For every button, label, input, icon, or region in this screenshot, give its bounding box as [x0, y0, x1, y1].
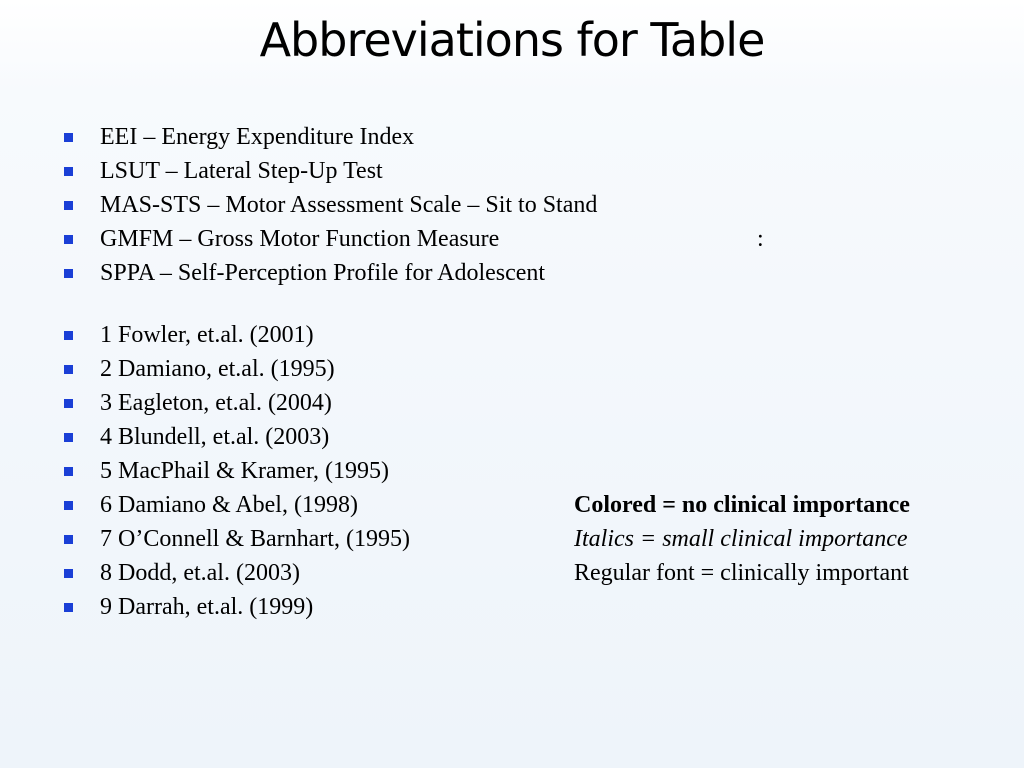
legend-italics-word: Italics — [574, 526, 634, 552]
square-bullet-icon — [64, 269, 73, 278]
abbreviation-gmfm: GMFM – Gross Motor Function Measure — [100, 226, 500, 252]
legend-italics-rest: = small clinical importance — [634, 526, 908, 552]
slide-title: Abbreviations for Table — [259, 13, 765, 67]
legend-regular: Regular font = clinically important — [574, 560, 909, 586]
square-bullet-icon — [64, 603, 73, 612]
square-bullet-icon — [64, 235, 73, 244]
reference-1: 1 Fowler, et.al. (2001) — [100, 322, 314, 348]
square-bullet-icon — [64, 365, 73, 374]
square-bullet-icon — [64, 433, 73, 442]
square-bullet-icon — [64, 467, 73, 476]
square-bullet-icon — [64, 331, 73, 340]
reference-6: 6 Damiano & Abel, (1998) — [100, 492, 358, 518]
reference-5: 5 MacPhail & Kramer, (1995) — [100, 458, 389, 484]
reference-2: 2 Damiano, et.al. (1995) — [100, 356, 335, 382]
reference-3: 3 Eagleton, et.al. (2004) — [100, 390, 332, 416]
reference-8: 8 Dodd, et.al. (2003) — [100, 560, 300, 586]
square-bullet-icon — [64, 167, 73, 176]
square-bullet-icon — [64, 535, 73, 544]
square-bullet-icon — [64, 201, 73, 210]
square-bullet-icon — [64, 399, 73, 408]
legend-italics — [574, 522, 908, 556]
abbreviation-lsut: LSUT – Lateral Step-Up Test — [100, 158, 383, 184]
square-bullet-icon — [64, 501, 73, 510]
abbreviation-mas-sts: MAS-STS – Motor Assessment Scale – Sit to Stand — [100, 192, 598, 218]
abbreviation-eei: EEI – Energy Expenditure Index — [100, 124, 415, 150]
reference-4: 4 Blundell, et.al. (2003) — [100, 424, 330, 450]
stray-colon: : — [757, 226, 764, 252]
square-bullet-icon — [64, 569, 73, 578]
reference-9: 9 Darrah, et.al. (1999) — [100, 594, 314, 620]
legend-colored: Colored = no clinical importance — [574, 492, 910, 518]
square-bullet-icon — [64, 133, 73, 142]
reference-7: 7 O’Connell & Barnhart, (1995) — [100, 526, 410, 552]
abbreviation-sppa: SPPA – Self-Perception Profile for Adolescent — [100, 260, 546, 286]
